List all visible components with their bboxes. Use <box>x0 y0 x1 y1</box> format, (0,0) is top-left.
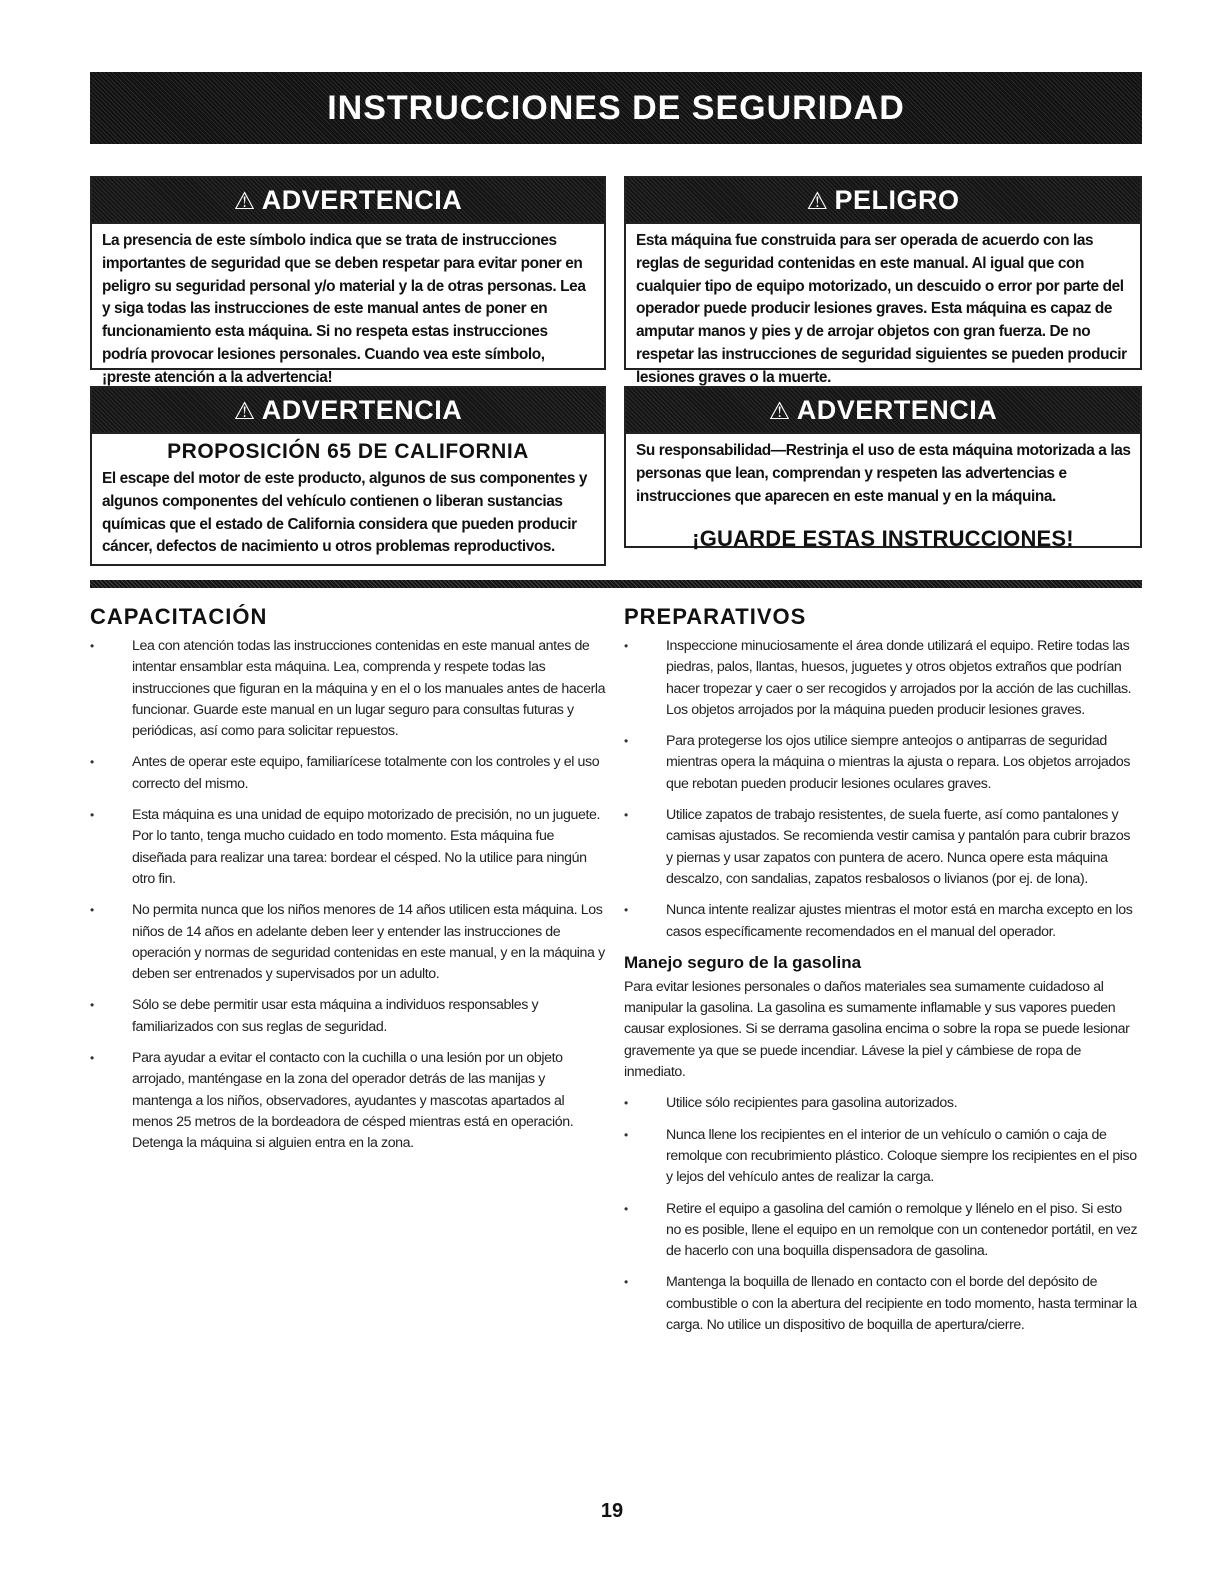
responsibility-lead: Su responsabilidad <box>636 442 771 459</box>
prop65-box-heading: ⚠ ADVERTENCIA <box>92 388 604 434</box>
list-item: • Sólo se debe permitir usar esta máquina a individuos responsables y familiarizados con sus reglas de seguridad. <box>90 995 606 1038</box>
gasoline-list <box>624 1093 1140 1336</box>
warning-box-responsibility <box>624 386 1142 552</box>
training-list <box>90 636 606 1155</box>
list-item: • Mantenga la boquilla de llenado en contacto con el borde del depósito de combustible o con la abertura del recipiente en todo momento, hasta terminar la carga. No utilice un dispositivo de boquilla de apertura/cierre. <box>624 1272 1140 1336</box>
gasoline-safety-title: Manejo seguro de la gasolina <box>624 952 862 972</box>
list-item: • Esta máquina es una unidad de equipo motorizado de precisión, no un juguete. Por lo tanto, tenga mucho cuidado en todo momento. Esta máquina fue diseñada para realizar una tarea: bordear el césped. No la utilice para ningún otro fin. <box>90 805 606 890</box>
page-number: 19 <box>600 1500 624 1522</box>
section-divider <box>90 580 1142 588</box>
danger-box <box>624 176 1142 386</box>
page-header-banner: INSTRUCCIONES DE SEGURIDAD <box>90 72 1142 144</box>
preparation-list <box>624 636 1140 943</box>
list-item: • Inspeccione minuciosamente el área donde utilizará el equipo. Retire todas las piedras, palos, llantas, huesos, juguetes y otros objetos extraños que podrían hacer tropezar y caer o ser recogidos y arrojados por la acción de las cuchillas. Los objetos arrojados por la máquina pueden producir lesiones graves. <box>624 636 1140 721</box>
save-instructions-notice: ¡GUARDE ESTAS INSTRUCCIONES! <box>692 526 1074 552</box>
list-item: • Retire el equipo a gasolina del camión o remolque y llénelo en el piso. Si esto no es posible, llene el equipo en un remolque con un contenedor portátil, en vez de hacerlo con una boquilla dispensadora de gasolina. <box>624 1199 1140 1263</box>
warning-box-prop65 <box>90 386 606 566</box>
gasoline-safety-intro: Para evitar lesiones personales o daños materiales sea sumamente cuidadoso al manipular la gasolina. La gasolina es sumamente inflamable y sus vapores pueden causar explosiones. Si se derrama gasolina encima o sobre la ropa se puede lesionar gravemente ya que se puede incendiar. Lávese la piel y cámbiese de ropa de inmediato. <box>624 978 1130 1081</box>
responsibility-text <box>626 434 1140 512</box>
warning-box-symbol <box>90 176 606 386</box>
list-item: • Utilice zapatos de trabajo resistentes, de suela fuerte, así como pantalones y camisas ajustados. Se recomienda vestir camisa y pantalón para cubrir brazos y piernas y usar zapatos con puntera de acero. Nunca opere esta máquina descalzo, con sandalias, zapatos resbalosos o livianos (por ej. de lona). <box>624 805 1140 890</box>
list-item: • Utilice sólo recipientes para gasolina autorizados. <box>624 1093 1140 1114</box>
danger-box-text: Esta máquina fue construida para ser operada de acuerdo con las reglas de seguridad contenidas en este manual. Al igual que con cualquier tipo de equipo motorizado, un descuido o error por parte del operador puede producir lesiones graves. Esta máquina es capaz de amputar manos y pies y de arrojar objetos con gran fuerza. De no respetar las instrucciones de seguridad siguientes se pueden producir lesiones graves o la muerte. <box>636 232 1127 386</box>
warning-triangle-icon: ⚠ <box>233 188 256 215</box>
list-item: • Lea con atención todas las instrucciones contenidas en este manual antes de intentar ensamblar esta máquina. Lea, comprenda y respete todas las instrucciones que figuran en la máquina y en el o los manuales antes de hacerla funcionar. Guarde este manual en un lugar seguro para consultas futuras y periódicas, así como para solicitar repuestos. <box>90 636 606 742</box>
list-item: • No permita nunca que los niños menores de 14 años utilicen esta máquina. Los niños de 14 años en adelante deben leer y entender las instrucciones de operación y normas de seguridad contenidas en este manual, y en la máquina y deben ser entrenados y supervisados por un adulto. <box>90 900 606 985</box>
responsibility-box-heading: ⚠ ADVERTENCIA <box>626 388 1140 434</box>
list-item: • Para protegerse los ojos utilice siempre anteojos o antiparras de seguridad mientras opera la máquina o mientras la ajusta o repara. Los objetos arrojados que rebotan pueden producir lesiones oculares graves. <box>624 731 1140 795</box>
training-section <box>90 604 606 1165</box>
prop65-text: El escape del motor de este producto, algunos de sus componentes y algunos componentes del vehículo contienen o liberan sustancias químicas que el estado de California considera que pueden producir cáncer, defectos de nacimiento u otros problemas reproductivos. <box>102 470 588 556</box>
warning-box-text: La presencia de este símbolo indica que se trata de instrucciones importantes de seguridad que se deben respetar para evitar poner en peligro su seguridad personal y/o material y la de otras personas. Lea y siga todas las instrucciones de este manual antes de poner en funcionamiento esta máquina. Si no respeta estas instrucciones podría provocar lesiones personales. Cuando vea este símbolo, ¡preste atención a la advertencia! <box>102 232 586 386</box>
warning-triangle-icon: ⚠ <box>233 398 256 425</box>
danger-box-heading: ⚠ PELIGRO <box>626 178 1140 224</box>
responsibility-body: —Restrinja el uso de esta máquina motorizada a las personas que lean, comprendan y respeten las advertencias e instrucciones que aparecen en este manual y en la máquina. <box>636 442 1131 505</box>
preparation-title: PREPARATIVOS <box>624 604 807 629</box>
training-title: CAPACITACIÓN <box>90 604 268 629</box>
list-item: • Nunca intente realizar ajustes mientras el motor está en marcha excepto en los casos específicamente recomendados en el manual del operador. <box>624 900 1140 943</box>
list-item: • Antes de operar este equipo, familiarícese totalmente con los controles y el uso correcto del mismo. <box>90 752 606 795</box>
preparation-section <box>624 604 1140 1346</box>
list-item: • Para ayudar a evitar el contacto con la cuchilla o una lesión por un objeto arrojado, manténgase en la zona del operador detrás de las manijas y mantenga a los niños, observadores, ayudantes y mascotas apartados al menos 25 metros de la bordeadora de césped mientras está en operación. Detenga la máquina si alguien entra en la zona. <box>90 1048 606 1154</box>
warning-triangle-icon: ⚠ <box>768 398 791 425</box>
warning-box-heading: ⚠ ADVERTENCIA <box>92 178 604 224</box>
prop65-title: PROPOSICIÓN 65 DE CALIFORNIA <box>167 440 529 463</box>
warning-triangle-icon: ⚠ <box>806 188 829 215</box>
list-item: • Nunca llene los recipientes en el interior de un vehículo o camión o caja de remolque con recubrimiento plástico. Coloque siempre los recipientes en el piso y lejos del vehículo antes de realizar la carga. <box>624 1125 1140 1189</box>
